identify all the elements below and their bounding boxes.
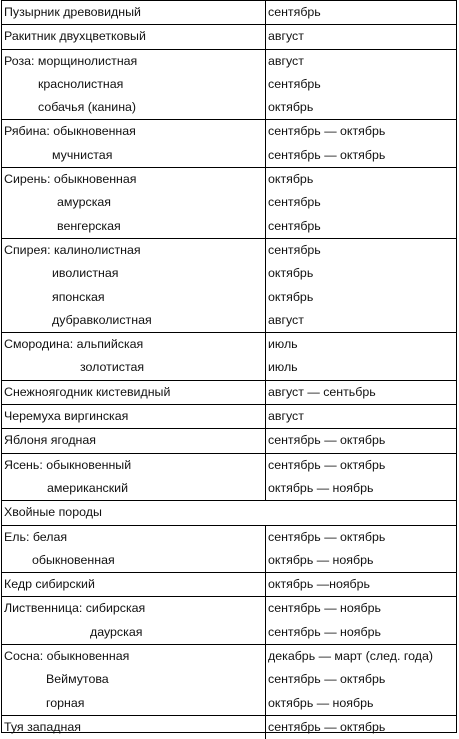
plant-name: Снежноягодник кистевидный — [4, 384, 171, 399]
harvest-period: сентябрь — октябрь — [268, 529, 386, 544]
table-row — [2, 525, 456, 573]
plant-name-cell — [2, 597, 266, 644]
plant-name: Роза: морщинолистная — [4, 53, 138, 68]
harvest-period-cell — [266, 454, 456, 501]
table-row — [2, 0, 456, 24]
plant-name: Рябина: обыкновенная — [4, 124, 136, 139]
plant-name-cell — [2, 405, 266, 428]
harvest-period: декабрь — март (след. года) — [268, 649, 433, 664]
plant-name: Яблоня ягодная — [4, 433, 96, 448]
seed-harvest-table — [1, 0, 457, 733]
table-row — [2, 380, 456, 404]
table-row — [2, 644, 456, 715]
harvest-period: октябрь — ноябрь — [268, 695, 374, 710]
plant-variety: даурская — [90, 624, 143, 639]
harvest-period-cell — [266, 50, 456, 120]
harvest-period-cell — [266, 429, 456, 452]
harvest-period: сентябрь — [268, 76, 321, 91]
harvest-period: сентябрь — [268, 218, 321, 233]
harvest-period: октябрь — ноябрь — [268, 480, 374, 495]
plant-name-cell — [2, 429, 266, 452]
table-row — [2, 24, 456, 48]
harvest-period-cell — [266, 381, 456, 404]
table-row — [2, 119, 456, 167]
plant-name-cell — [2, 1, 266, 24]
harvest-period: октябрь — [268, 100, 314, 115]
harvest-period: октябрь — [268, 266, 314, 281]
harvest-period: август — сентьбрь — [268, 384, 376, 399]
harvest-period-cell — [266, 573, 456, 596]
harvest-period-cell — [266, 168, 456, 238]
plant-variety: обыкновенная — [32, 552, 115, 567]
harvest-period: август — [268, 29, 304, 44]
plant-name-cell — [2, 239, 266, 332]
plant-name-cell — [2, 25, 266, 48]
harvest-period: сентябрь — [268, 5, 321, 19]
plant-variety: иволистная — [52, 266, 119, 281]
plant-name: Ясень: обыкновенный — [4, 457, 132, 472]
harvest-period: сентябрь — октябрь — [268, 147, 386, 162]
table-row — [2, 715, 456, 739]
harvest-period: июль — [268, 337, 298, 352]
harvest-period: июль — [268, 360, 298, 375]
section-title — [2, 501, 456, 524]
harvest-period: сентябрь — октябрь — [268, 124, 386, 139]
plant-name: Черемуха виргинская — [4, 409, 129, 424]
table-row — [2, 167, 456, 238]
plant-name: Спирея: калинолистная — [4, 242, 141, 257]
harvest-period-cell — [266, 645, 456, 715]
plant-name: Кедр сибирский — [4, 577, 95, 592]
harvest-period-cell — [266, 1, 456, 24]
plant-name: Сирень: обыкновенная — [4, 172, 137, 187]
plant-variety: японская — [52, 289, 105, 304]
table-row — [2, 572, 456, 596]
plant-name-cell — [2, 50, 266, 120]
table-row — [2, 404, 456, 428]
plant-name: Ракитник двухцветковый — [4, 29, 146, 44]
table-row — [2, 332, 456, 380]
plant-name-cell — [2, 120, 266, 167]
plant-name: Лиственница: сибирская — [4, 601, 146, 616]
plant-name: Пузырник древовидный — [4, 5, 141, 19]
plant-name-cell — [2, 645, 266, 715]
plant-name-cell — [2, 573, 266, 596]
section-label: Хвойные породы — [4, 505, 102, 520]
plant-name: Туя западная — [4, 719, 81, 734]
harvest-period-cell — [266, 597, 456, 644]
plant-variety: Веймутова — [46, 672, 109, 687]
harvest-period: сентябрь — ноябрь — [268, 624, 381, 639]
harvest-period: октябрь — ноябрь — [268, 552, 374, 567]
plant-variety: золотистая — [80, 360, 145, 375]
harvest-period: октябрь —ноябрь — [268, 577, 370, 592]
plant-variety: мучнистая — [52, 147, 113, 162]
plant-name: Сосна: обыкновенная — [4, 649, 130, 664]
harvest-period: сентябрь — октябрь — [268, 719, 386, 734]
table-row — [2, 238, 456, 332]
plant-name: Ель: белая — [4, 529, 68, 544]
section-row — [2, 500, 456, 524]
plant-variety: амурская — [57, 195, 111, 210]
table-row — [2, 428, 456, 452]
harvest-period: октябрь — [268, 172, 314, 187]
harvest-period: сентябрь — [268, 195, 321, 210]
plant-name-cell — [2, 168, 266, 238]
harvest-period-cell — [266, 333, 456, 380]
plant-name-cell — [2, 381, 266, 404]
harvest-period: сентябрь — ноябрь — [268, 601, 381, 616]
harvest-period-cell — [266, 526, 456, 573]
harvest-period-cell — [266, 405, 456, 428]
harvest-period: сентябрь — октябрь — [268, 457, 386, 472]
plant-name-cell — [2, 454, 266, 501]
harvest-period: сентябрь — [268, 242, 321, 257]
harvest-period-cell — [266, 25, 456, 48]
table-row — [2, 596, 456, 644]
harvest-period: сентябрь — октябрь — [268, 433, 386, 448]
table-row — [2, 49, 456, 120]
harvest-period: сентябрь — октябрь — [268, 672, 386, 687]
plant-variety: собачья (канина) — [38, 100, 137, 115]
harvest-period-cell — [266, 716, 456, 739]
harvest-period: август — [268, 409, 304, 424]
harvest-period: август — [268, 53, 304, 68]
plant-name-cell — [2, 526, 266, 573]
table-row — [2, 453, 456, 501]
plant-name: Смородина: альпийская — [4, 337, 144, 352]
harvest-period: октябрь — [268, 289, 314, 304]
harvest-period-cell — [266, 239, 456, 332]
plant-name-cell — [2, 333, 266, 380]
plant-variety: краснолистная — [38, 76, 124, 91]
harvest-period: август — [268, 312, 304, 327]
harvest-period-cell — [266, 120, 456, 167]
plant-name-cell — [2, 716, 266, 739]
plant-variety: дубравколистная — [52, 312, 152, 327]
plant-variety: горная — [46, 695, 85, 710]
plant-variety: венгерская — [57, 218, 121, 233]
plant-variety: американский — [47, 480, 128, 495]
